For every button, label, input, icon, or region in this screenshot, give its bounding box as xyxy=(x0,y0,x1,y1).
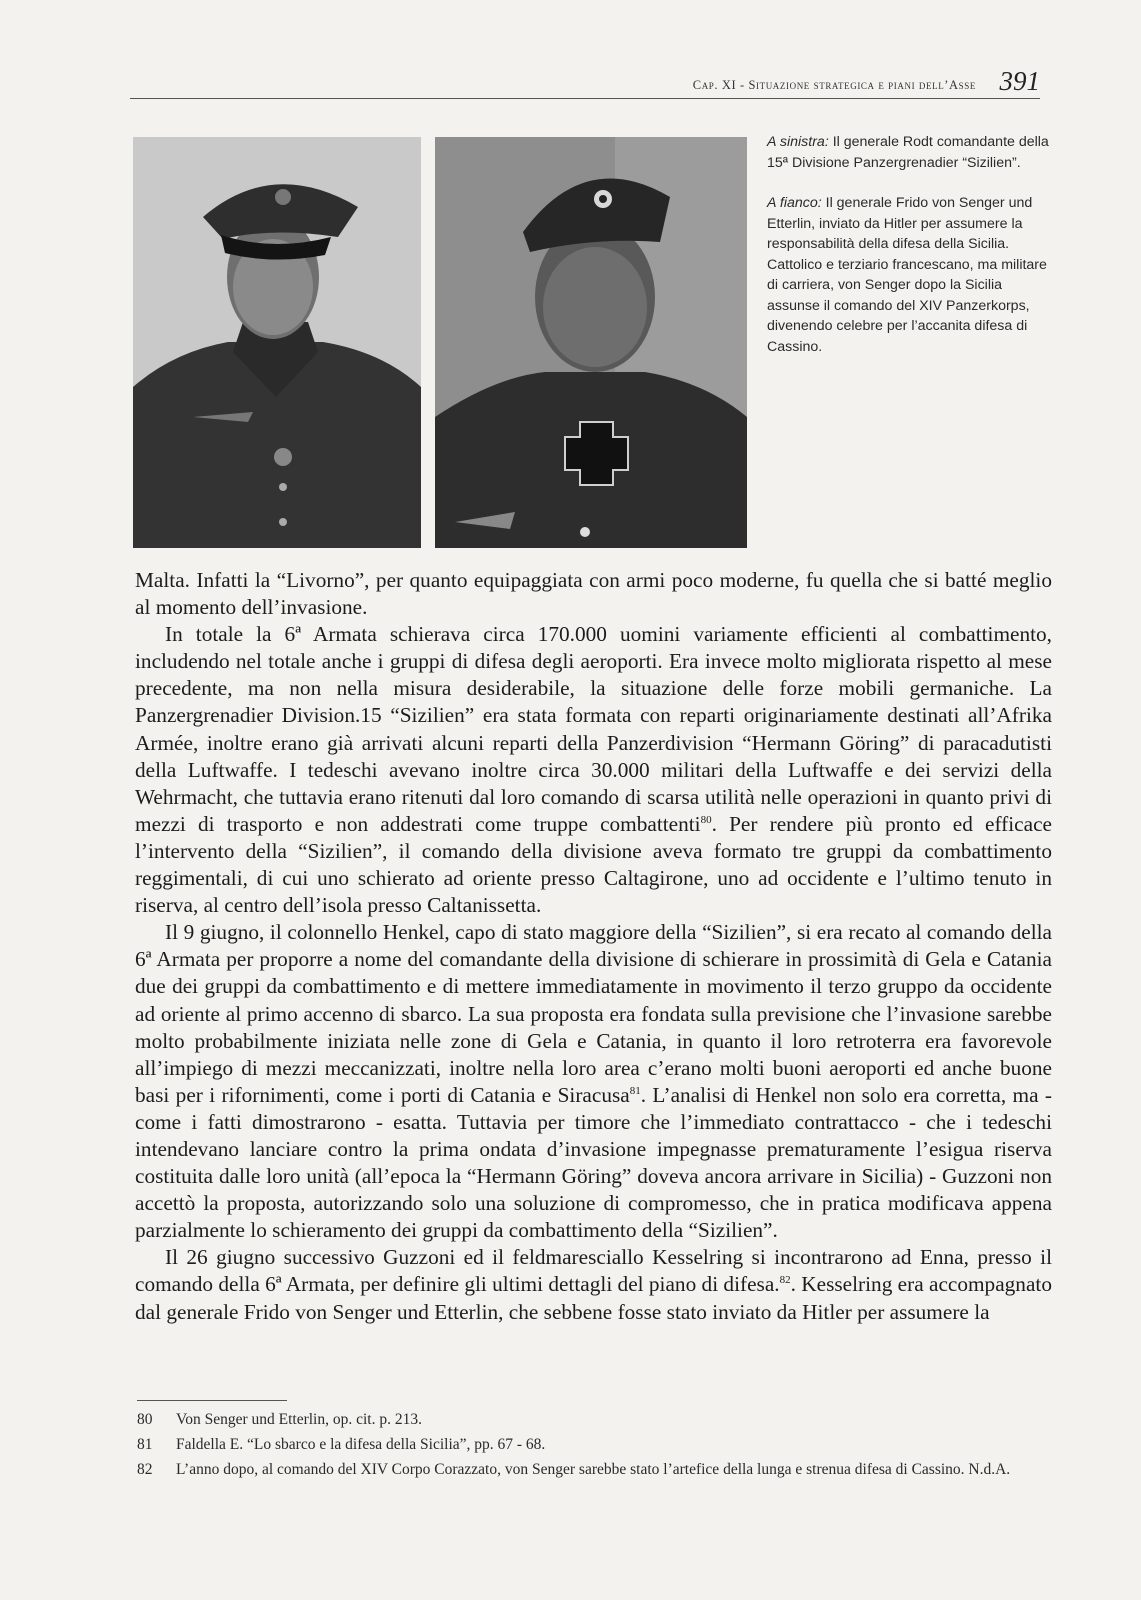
paragraph-3 xyxy=(135,919,1052,1244)
footnote-82 xyxy=(137,1460,1052,1479)
caption-right-text: Il generale Frido von Senger und Etterlin, inviato da Hitler per assumere la responsabilità della difesa della Sicilia. Cattolico e terziario francescano, ma militare di carriera, von Senger dopo la Sicilia assunse il comando del XIV Panzerkorps, divenendo celebre per l’accanita difesa di Cassino. xyxy=(767,195,1047,355)
photo-general-von-senger xyxy=(435,137,747,548)
footnote-rule xyxy=(137,1400,287,1401)
footnote-number: 82 xyxy=(137,1461,153,1478)
footnotes xyxy=(137,1400,1052,1485)
footnote-text: Von Senger und Etterlin, op. cit. p. 213. xyxy=(176,1411,422,1428)
photo-captions xyxy=(767,132,1049,357)
paragraph-4-text-b: . Kesselring era accompagnato dal generale Frido von Senger und Etterlin, che sebbene fosse stato inviato da Hitler per assumere la xyxy=(135,1272,1052,1324)
paragraph-2-text-a: In totale la 6ª Armata schierava circa 170.000 uomini variamente efficienti al combattimento, includendo nel totale anche i gruppi di difesa degli aeroporti. Era invece molto migliorata rispetto al mese precedente, ma non nella misura desiderabile, la situazione delle forze mobili germaniche. La Panzergrenadier Division.15 “Sizilien” era stata formata con reparti originariamente destinati all’Afrika Armée, inoltre erano già arrivati alcuni reparti della Panzerdivision “Hermann Göring” di paracadutisti della Luftwaffe. I tedeschi avevano inoltre circa 30.000 militari della Luftwaffe e dei servizi della Wehrmacht, che tuttavia erano ritenuti dal loro comando di scarsa utilità nelle operazioni in quanto privi di mezzi di trasporto e non addestrati come truppe combattenti xyxy=(135,622,1052,836)
footnote-ref-80: 80 xyxy=(700,813,712,826)
paragraph-3-text-b: . L’analisi di Henkel non solo era corretta, ma - come i fatti dimostrarono - esatta. Tuttavia per timore che l’immediato contrattacco - che i tedeschi intendevano lanciare contro la prima ondata d’invasione impegnasse prematuramente l’esigua riserva costituita dalle loro unità (all’epoca la “Hermann Göring” doveva ancora arrivare in Sicilia) - Guzzoni non accettò la proposta, autorizzando solo una soluzione di compromesso, che in pratica modificava appena parzialmente lo schieramento dei gruppi da combattimento della “Sizilien”. xyxy=(135,1082,1053,1243)
footnote-80 xyxy=(137,1410,1052,1429)
paragraph-1: Malta. Infatti la “Livorno”, per quanto equipaggiata con armi poco moderne, fu quella che si batté meglio al momento dell’invasione. xyxy=(135,568,1052,620)
running-head-title: Cap. XI - Situazione strategica e piani dell’Asse xyxy=(692,78,976,92)
paragraph-2 xyxy=(135,621,1052,919)
paragraph-2-text-b: . Per rendere più pronto ed efficace l’intervento della “Sizilien”, il comando della divisione aveva formato tre gruppi da combattimento reggimentali, di cui uno schierato ad oriente presso Caltagirone, uno ad occidente e l’ultimo tenuto in riserva, al centro dell’isola presso Caltanissetta. xyxy=(135,811,1052,918)
body-text xyxy=(135,567,1052,1326)
caption-left-text: Il generale Rodt comandante della 15ª Divisione Panzergrenadier “Sizilien”. xyxy=(767,134,1049,171)
paragraph-4-text-a: Il 26 giugno successivo Guzzoni ed il feldmaresciallo Kesselring si incontrarono ad Enna, presso il comando della 6ª Armata, per definire gli ultimi dettagli del piano di difesa. xyxy=(135,1245,1052,1297)
caption-right-lead: A fianco: xyxy=(767,195,822,211)
page-number: 391 xyxy=(999,66,1040,96)
footnote-ref-82: 82 xyxy=(779,1274,791,1287)
paragraph-3-text-a: Il 9 giugno, il colonnello Henkel, capo di stato maggiore della “Sizilien”, si era recato al comando della 6ª Armata per proporre a nome del comandante della divisione di schierare in prossimità di Gela e Catania due dei gruppi da combattimento e di mettere immediatamente in movimento il terzo gruppo da occidente ad oriente al primo accenno di sbarco. La sua proposta era fondata sulla previsione che l’invasione sarebbe molto probabilmente iniziata nelle zone di Gela e Catania, in quanto il loro retroterra era favorevole all’impiego di mezzi meccanizzati, inoltre nella loro area c’erano molti buoni aeroporti ed anche buone basi per i rifornimenti, come i porti di Catania e Siracusa xyxy=(135,920,1052,1107)
caption-left-photo xyxy=(767,132,1049,173)
footnote-81 xyxy=(137,1435,1052,1454)
running-header xyxy=(130,68,1040,99)
paragraph-4 xyxy=(135,1244,1052,1325)
footnote-text: L’anno dopo, al comando del XIV Corpo Corazzato, von Senger sarebbe stato l’artefice della lunga e strenua difesa di Cassino. N.d.A. xyxy=(176,1461,1011,1478)
photo-general-rodt xyxy=(133,137,421,548)
caption-right-photo xyxy=(767,193,1049,357)
footnote-text: Faldella E. “Lo sbarco e la difesa della Sicilia”, pp. 67 - 68. xyxy=(176,1436,546,1453)
footnote-ref-81: 81 xyxy=(629,1084,641,1097)
footnote-number: 80 xyxy=(137,1411,153,1428)
footnote-number: 81 xyxy=(137,1436,153,1453)
caption-left-lead: A sinistra: xyxy=(767,134,829,150)
